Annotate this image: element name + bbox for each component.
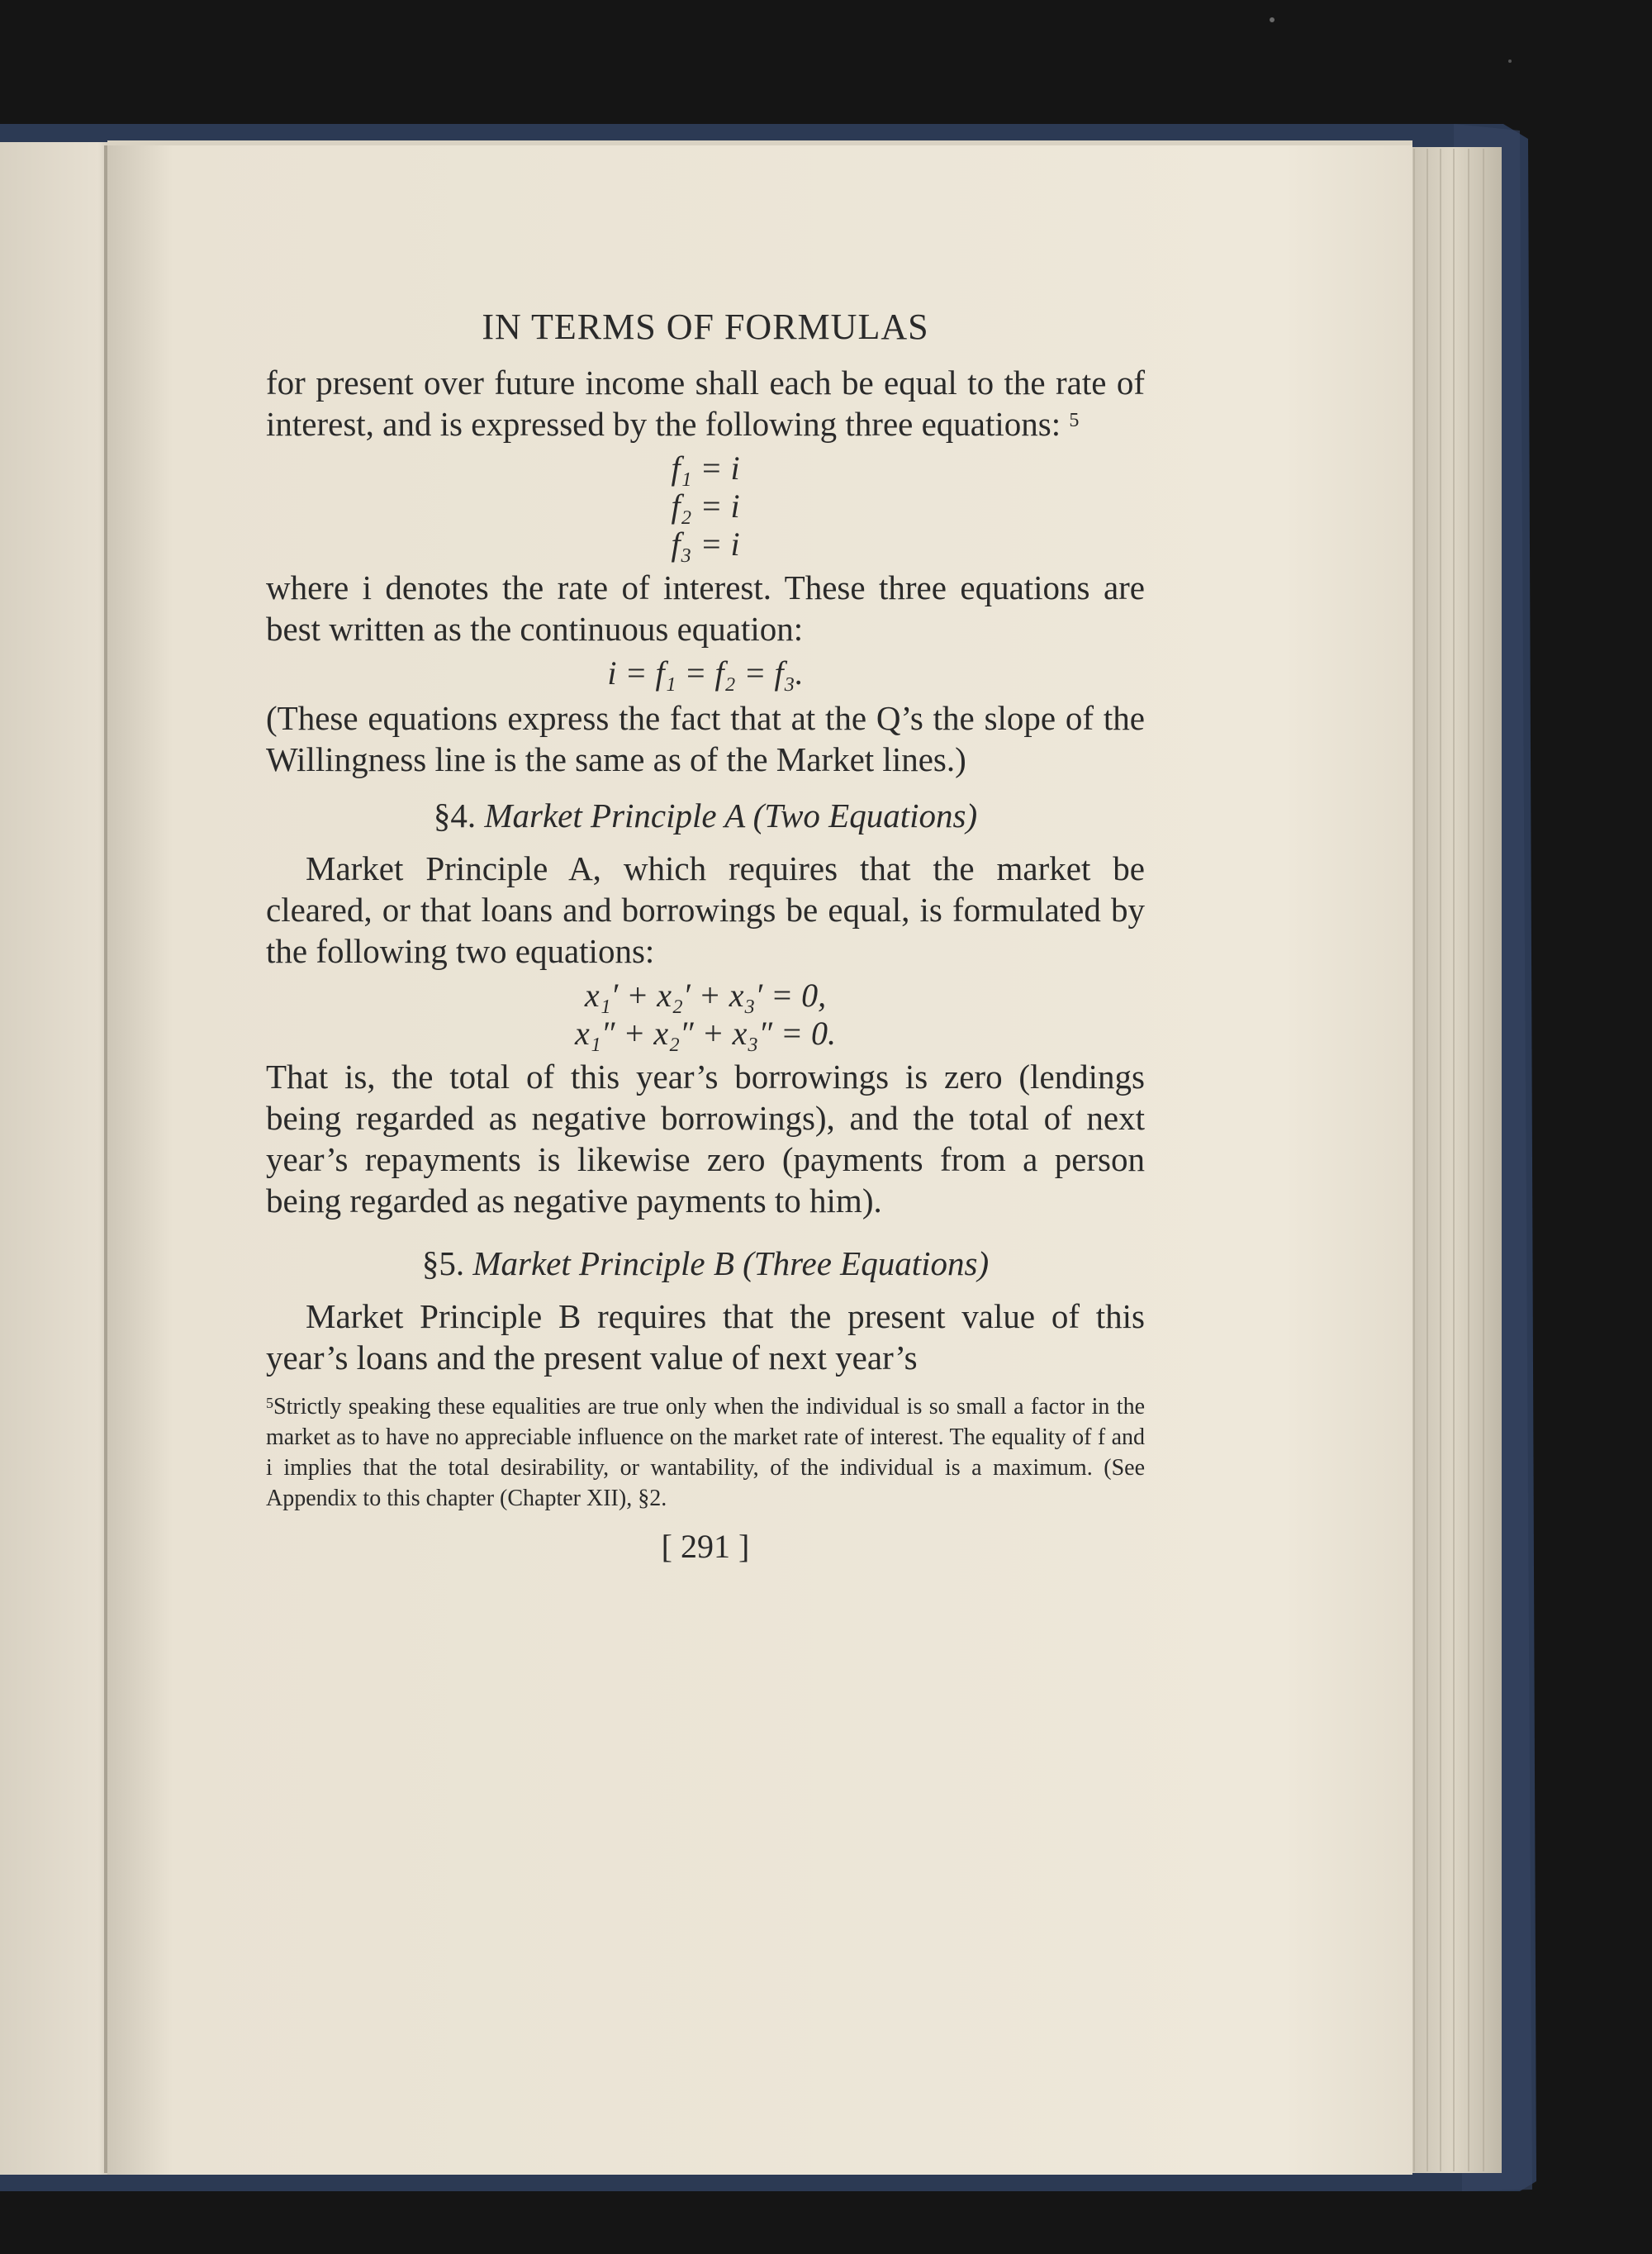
section-heading (266, 795, 1145, 836)
section-heading (266, 1243, 1145, 1284)
equation: x₁′ + x₂′ + x₃′ = 0, (584, 977, 827, 1014)
footnote-marker: 5 (266, 1395, 273, 1411)
paragraph: (These equations express the fact that at the Q’s the slope of the Willingness line is the same as of the Market lines.) (266, 699, 1145, 778)
equation: f₂ = i (671, 487, 740, 525)
equation: f₃ = i (671, 525, 740, 563)
equation-group (266, 977, 1145, 1053)
paragraph: That is, the total of this year’s borrowings is zero (lendings being regarded as negative borrowings), and the total of next year’s repayments is likewise zero (payments from a person being regarded as negative payments to him). (266, 1058, 1145, 1220)
equation-group (266, 449, 1145, 564)
paragraph: Market Principle A, which requires that the market be cleared, or that loans and borrowings be equal, is formulated by the following two equations: (266, 849, 1145, 970)
paragraph: Market Principle B requires that the present value of this year’s loans and the present value of next year’s (266, 1297, 1145, 1377)
page-number: [ 291 ] (661, 1528, 750, 1565)
section-title: Market Principle B (Three Equations) (472, 1244, 990, 1282)
section-number: §4. (433, 797, 477, 835)
footnote (266, 1391, 1145, 1514)
equation: i = f₁ = f₂ = f₃. (607, 654, 804, 692)
paragraph: where i denotes the rate of interest. These three equations are best written as the continuous equation: (266, 568, 1145, 648)
footnote-text: Strictly speaking these equalities are true only when the individual is so small a factor in the market as to have no appreciable influence on the market rate of interest. The equality of f and i implies that the total desirability, or wantability, of the individual is a maximum. (See Appendix to this chapter (Chapter XII), §2. (266, 1394, 1145, 1511)
section-title: Market Principle A (Two Equations) (484, 797, 978, 835)
section-number: §5. (421, 1244, 465, 1282)
page-text-block (266, 309, 1145, 1563)
equation: x₁″ + x₂″ + x₃″ = 0. (575, 1015, 836, 1052)
paragraph (266, 362, 1145, 445)
equation: f₁ = i (671, 449, 740, 487)
footnote-reference: 5 (1069, 410, 1080, 431)
paragraph-text: for present over future income shall each be equal to the rate of interest, and is expressed by the following three equations: (266, 364, 1145, 443)
running-head: IN TERMS OF FORMULAS (482, 307, 929, 347)
